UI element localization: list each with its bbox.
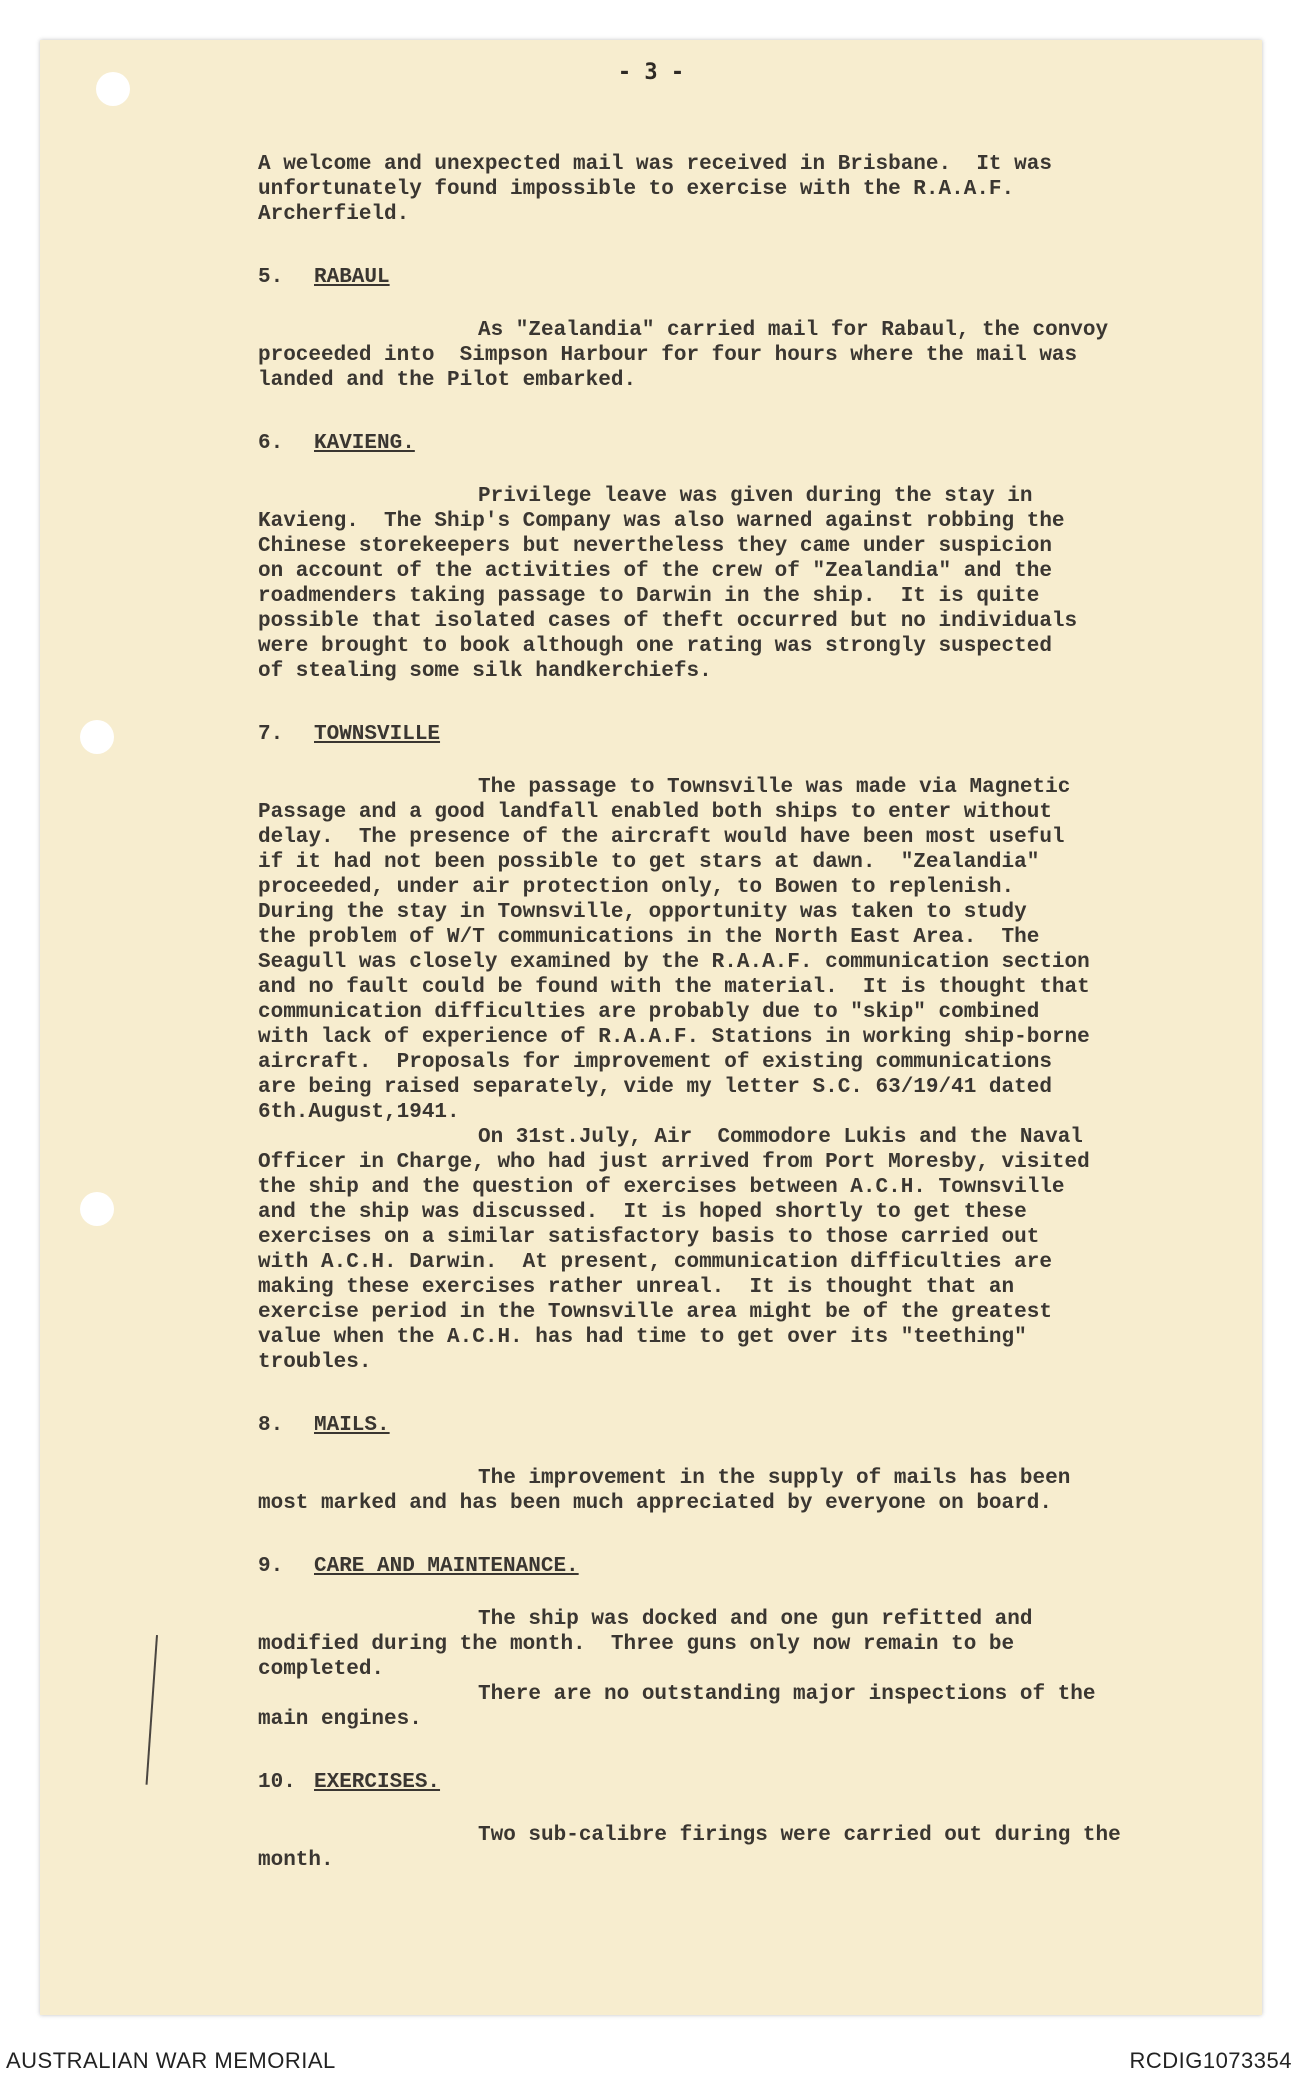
section-number: 8. [258, 1414, 284, 1437]
section-title: EXERCISES. [314, 1771, 441, 1794]
section-number: 10. [258, 1771, 296, 1794]
section-paragraph: Privilege leave was given during the stay in Kavieng. The Ship's Company was also warned against robbing the Chinese storekeepers but nevertheless they came under suspicion on account of the activities of the crew of "Zealandia" and the roadmenders taking passage to Darwin in the ship. It is quite possible that isolated cases of theft occurred but no individuals were brought to book although one rating was strongly suspected of stealing some silk handkerchiefs. [258, 485, 1078, 683]
section-paragraph: There are no outstanding major inspections of the main engines. [258, 1683, 1096, 1731]
section-title: RABAUL [314, 266, 390, 289]
section-number: 5. [258, 266, 284, 289]
margin-pen-mark [146, 1635, 158, 1785]
section-title: TOWNSVILLE [314, 723, 441, 746]
section-heading-exercises [258, 1770, 1258, 1795]
section-heading-mails [258, 1413, 1258, 1438]
section-paragraph: The ship was docked and one gun refitted and modified during the month. Three guns only now remain to be completed. [258, 1608, 1033, 1681]
section-title: MAILS. [314, 1414, 390, 1437]
document-page [40, 40, 1262, 2015]
section-heading-rabaul [258, 265, 1258, 290]
section-number: 6. [258, 432, 284, 455]
section-title: CARE AND MAINTENANCE. [314, 1555, 579, 1578]
punch-hole [80, 720, 114, 754]
section-title: KAVIENG. [314, 432, 415, 455]
section-paragraph: On 31st.July, Air Commodore Lukis and the Naval Officer in Charge, who had just arrived from Port Moresby, visited the ship and the question of exercises between A.C.H. Townsville and the ship was discussed. It is hoped shortly to get these exercises on a similar satisfactory basis to those carried out with A.C.H. Darwin. At present, communication difficulties are making these exercises rather unreal. It is thought that an exercise period in the Townsville area might be of the greatest value when the A.C.H. has had time to get over its "teething" troubles. [258, 1126, 1090, 1374]
section-number: 7. [258, 723, 284, 746]
document-body [258, 152, 1258, 1873]
section-heading-townsville [258, 722, 1258, 747]
section-paragraph: Two sub-calibre firings were carried out during the month. [258, 1824, 1121, 1872]
section-paragraph: As "Zealandia" carried mail for Rabaul, the convoy proceeded into Simpson Harbour for four hours where the mail was landed and the Pilot embarked. [258, 319, 1109, 392]
section-paragraph: The improvement in the supply of mails has been most marked and has been much appreciated by everyone on board. [258, 1467, 1071, 1515]
punch-hole [80, 1192, 114, 1226]
intro-paragraph: A welcome and unexpected mail was received in Brisbane. It was unfortunately found impossible to exercise with the R.A.A.F. Archerfield. [258, 153, 1052, 226]
footer-institution: AUSTRALIAN WAR MEMORIAL [6, 2048, 336, 2073]
footer-record-id: RCDIG1073354 [1129, 2048, 1292, 2073]
section-heading-kavieng [258, 431, 1258, 456]
section-paragraph: The passage to Townsville was made via Magnetic Passage and a good landfall enabled both ships to enter without delay. The presence of the aircraft would have been most useful if it had not been possible to get stars at dawn. "Zealandia" proceeded, under air protection only, to Bowen to replenish. During the stay in Townsville, opportunity was taken to study the problem of W/T communications in the North East Area. The Seagull was closely examined by the R.A.A.F. communication section and no fault could be found with the material. It is thought that communication difficulties are probably due to "skip" combined with lack of experience of R.A.A.F. Stations in working ship-borne aircraft. Proposals for improvement of existing communications are being raised separately, vide my letter S.C. 63/19/41 dated 6th.August,1941. [258, 776, 1090, 1124]
section-heading-care-and-maintenance [258, 1554, 1258, 1579]
page-number: - 3 - [617, 60, 685, 85]
section-number: 9. [258, 1555, 284, 1578]
